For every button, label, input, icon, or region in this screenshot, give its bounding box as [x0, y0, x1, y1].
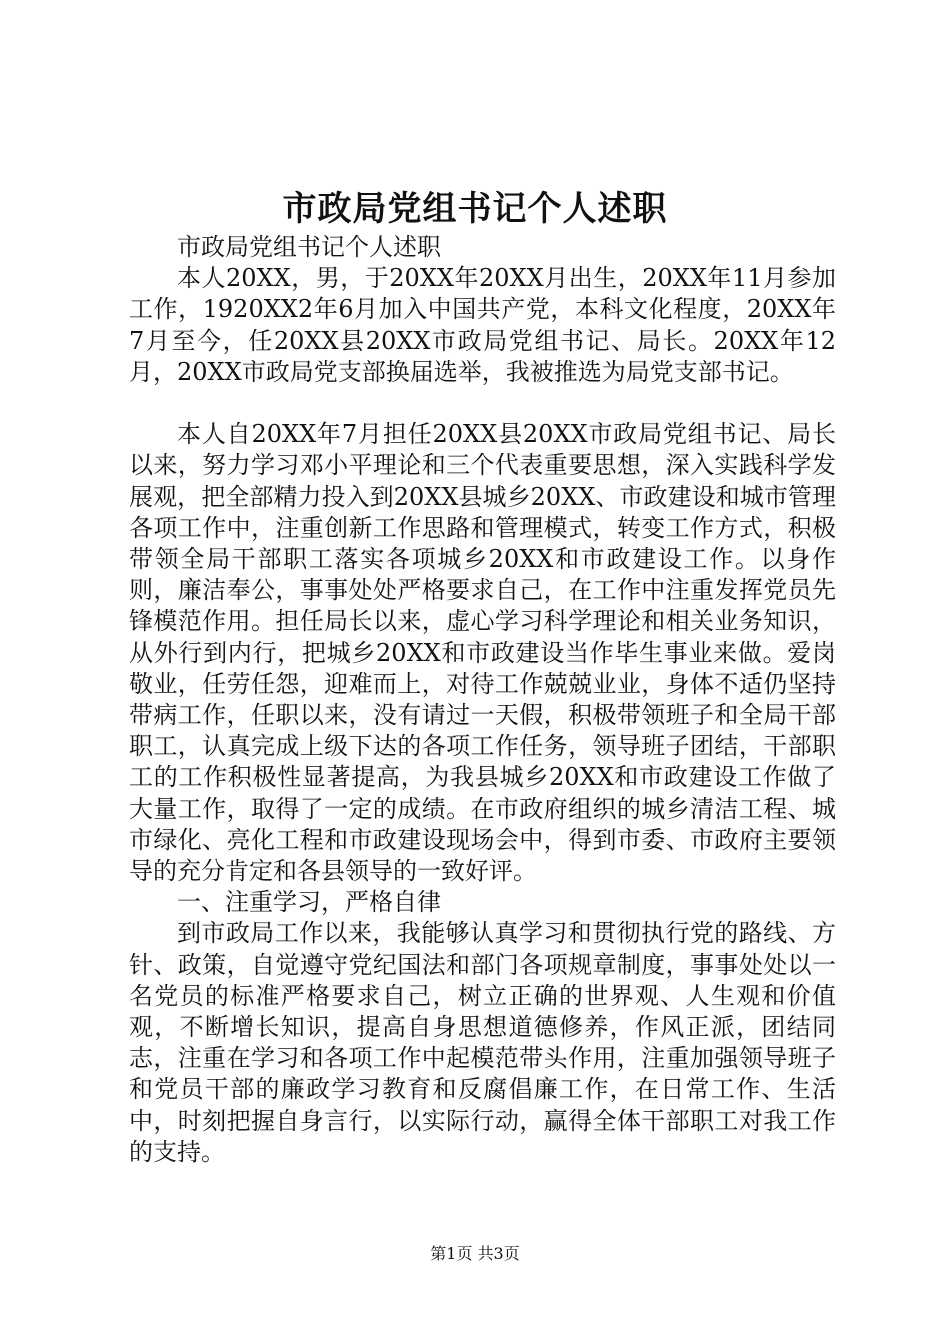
intro-paragraph: 本人20XX，男，于20XX年20XX月出生，20XX年11月参加工作，1920XX2年6月加入中国共产党，本科文化程度，20XX年7月至今，任20XX县20XX市政局党组书记、局长。20XX年12月，20XX市政局党支部换届选举，我被推选为局党支部书记。	[129, 264, 836, 386]
document-body	[129, 232, 836, 1168]
subtitle-paragraph: 市政局党组书记个人述职	[177, 233, 441, 261]
page-footer: 第1页 共3页	[430, 1244, 520, 1263]
document-title: 市政局党组书记个人述职	[282, 189, 668, 229]
summary-paragraph: 本人自20XX年7月担任20XX县20XX市政局党组书记、局长以来，努力学习邓小平理论和三个代表重要思想，深入实践科学发展观，把全部精力投入到20XX县城乡20XX、市政建设和城市管理各项工作中，注重创新工作思路和管理模式，转变工作方式，积极带领全局干部职工落实各项城乡20XX和市政建设工作。以身作则，廉洁奉公，事事处处严格要求自己，在工作中注重发挥党员先锋模范作用。担任局长以来，虚心学习科学理论和相关业务知识，从外行到内行，把城乡20XX和市政建设当作毕生事业来做。爱岗敬业，任劳任怨，迎难而上，对待工作兢兢业业，身体不适仍坚持带病工作，任职以来，没有请过一天假，积极带领班子和全局干部职工，认真完成上级下达的各项工作任务，领导班子团结，干部职工的工作积极性显著提高，为我县城乡20XX和市政建设工作做了大量工作，取得了一定的成绩。在市政府组织的城乡清洁工程、城市绿化、亮化工程和市政建设现场会中，得到市委、市政府主要领导的充分肯定和各县领导的一致好评。	[129, 420, 836, 886]
section-heading: 一、注重学习，严格自律	[177, 888, 441, 917]
paragraph-spacer	[129, 388, 836, 419]
section-one-paragraph: 到市政局工作以来，我能够认真学习和贯彻执行党的路线、方针、政策，自觉遵守党纪国法和部门各项规章制度，事事处处以一名党员的标准严格要求自己，树立正确的世界观、人生观和价值观，不断增长知识，提高自身思想道德修养，作风正派，团结同志，注重在学习和各项工作中起模范带头作用，注重加强领导班子和党员干部的廉政学习教育和反腐倡廉工作，在日常工作、生活中，时刻把握自身言行，以实际行动，赢得全体干部职工对我工作的支持。	[129, 919, 836, 1166]
